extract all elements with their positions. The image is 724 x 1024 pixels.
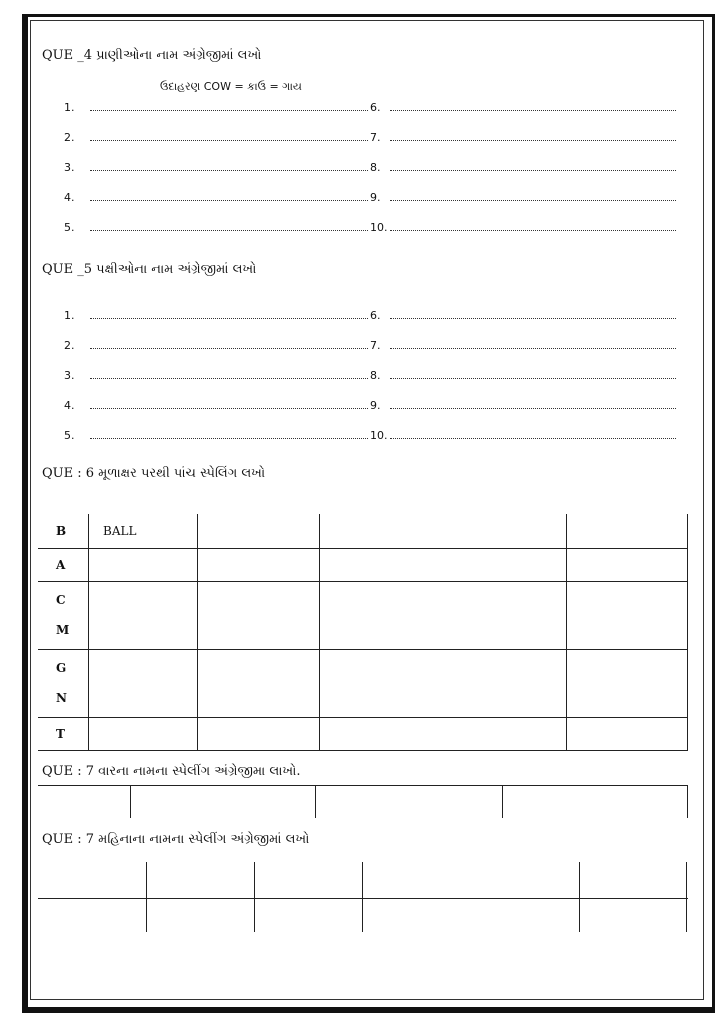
answer-line[interactable] xyxy=(90,140,368,141)
days-divider xyxy=(315,785,316,818)
months-divider xyxy=(254,862,255,932)
answer-cell[interactable] xyxy=(320,581,567,649)
answer-cell[interactable] xyxy=(567,717,688,750)
days-box-top xyxy=(38,785,688,786)
answer-line[interactable] xyxy=(390,230,676,231)
row-number: 5. xyxy=(64,221,75,234)
answer-row xyxy=(64,429,676,443)
months-divider xyxy=(579,862,580,932)
answer-row xyxy=(64,369,676,383)
answer-row xyxy=(64,161,676,175)
answer-row xyxy=(64,101,676,115)
row-number: 6. xyxy=(370,101,381,114)
answer-line[interactable] xyxy=(390,200,676,201)
answer-cell[interactable] xyxy=(567,581,688,649)
answer-line[interactable] xyxy=(90,348,368,349)
row-number: 2. xyxy=(64,131,75,144)
months-divider xyxy=(686,862,687,932)
answer-cell[interactable] xyxy=(89,717,198,750)
letter-cell: A xyxy=(38,548,89,581)
days-divider xyxy=(502,785,503,818)
months-divider xyxy=(362,862,363,932)
answer-line[interactable] xyxy=(390,348,676,349)
answer-cell[interactable] xyxy=(320,548,567,581)
row-number: 4. xyxy=(64,399,75,412)
answer-line[interactable] xyxy=(90,318,368,319)
days-divider xyxy=(130,785,131,818)
answer-row xyxy=(64,309,676,323)
q4-example: ઉદાહરણ COW = કાઉ = ગાય xyxy=(160,80,302,93)
row-number: 1. xyxy=(64,309,75,322)
spelling-table xyxy=(38,514,688,751)
row-number: 8. xyxy=(370,369,381,382)
answer-row xyxy=(64,131,676,145)
row-number: 1. xyxy=(64,101,75,114)
answer-cell[interactable] xyxy=(567,514,688,548)
answer-cell[interactable] xyxy=(89,581,198,649)
row-number: 10. xyxy=(370,429,388,442)
q4-title: QUE _4 પ્રાણીઓના નામ અંગ્રેજીમાં લખો xyxy=(42,48,262,63)
answer-cell[interactable] xyxy=(198,581,320,649)
answer-line[interactable] xyxy=(390,318,676,319)
letter-cell xyxy=(38,649,89,717)
answer-line[interactable] xyxy=(90,378,368,379)
row-number: 3. xyxy=(64,161,75,174)
q7-months-title: QUE : 7 મહિનાના નામના સ્પેલીંગ અંગ્રેજીમાં લખો xyxy=(42,832,310,847)
answer-row xyxy=(64,399,676,413)
answer-row xyxy=(64,191,676,205)
row-number: 7. xyxy=(370,131,381,144)
answer-row xyxy=(64,339,676,353)
answer-line[interactable] xyxy=(390,110,676,111)
letter: N xyxy=(56,691,67,705)
answer-line[interactable] xyxy=(90,438,368,439)
days-divider xyxy=(687,785,688,818)
table-row xyxy=(38,581,688,649)
table-row xyxy=(38,514,688,548)
answer-line[interactable] xyxy=(90,170,368,171)
answer-cell[interactable] xyxy=(198,548,320,581)
answer-cell[interactable] xyxy=(567,649,688,717)
answer-cell[interactable] xyxy=(198,649,320,717)
row-number: 2. xyxy=(64,339,75,352)
answer-cell[interactable] xyxy=(198,717,320,750)
table-row xyxy=(38,717,688,750)
letter: M xyxy=(56,623,70,637)
answer-line[interactable] xyxy=(90,200,368,201)
row-number: 9. xyxy=(370,191,381,204)
answer-line[interactable] xyxy=(390,140,676,141)
row-number: 8. xyxy=(370,161,381,174)
row-number: 10. xyxy=(370,221,388,234)
answer-cell[interactable] xyxy=(198,514,320,548)
answer-line[interactable] xyxy=(90,408,368,409)
answer-cell[interactable] xyxy=(320,649,567,717)
months-line xyxy=(38,898,688,899)
answer-cell[interactable] xyxy=(89,649,198,717)
answer-line[interactable] xyxy=(390,378,676,379)
answer-line[interactable] xyxy=(390,438,676,439)
answer-line[interactable] xyxy=(390,170,676,171)
answer-row xyxy=(64,221,676,235)
table-row xyxy=(38,649,688,717)
row-number: 6. xyxy=(370,309,381,322)
row-number: 4. xyxy=(64,191,75,204)
answer-line[interactable] xyxy=(390,408,676,409)
letter: G xyxy=(56,661,67,675)
example-cell: BALL xyxy=(89,514,198,548)
answer-cell[interactable] xyxy=(89,548,198,581)
letter-cell: B xyxy=(38,514,89,548)
letter-cell xyxy=(38,581,89,649)
answer-cell[interactable] xyxy=(567,548,688,581)
letter: C xyxy=(56,593,66,607)
table-row xyxy=(38,548,688,581)
answer-cell[interactable] xyxy=(320,514,567,548)
row-number: 9. xyxy=(370,399,381,412)
answer-cell[interactable] xyxy=(320,717,567,750)
q5-title: QUE _5 પક્ષીઓના નામ અંગ્રેજીમાં લખો xyxy=(42,262,257,277)
answer-line[interactable] xyxy=(90,110,368,111)
row-number: 5. xyxy=(64,429,75,442)
row-number: 3. xyxy=(64,369,75,382)
answer-line[interactable] xyxy=(90,230,368,231)
row-number: 7. xyxy=(370,339,381,352)
q7-days-title: QUE : 7 વારના નામના સ્પેલીંગ અંગ્રેજીમા લાખો. xyxy=(42,764,301,779)
letter-cell: T xyxy=(38,717,89,750)
months-divider xyxy=(146,862,147,932)
q6-title: QUE : 6 મૂળાક્ષર પરથી પાંચ સ્પેલિંગ લખો xyxy=(42,466,266,481)
